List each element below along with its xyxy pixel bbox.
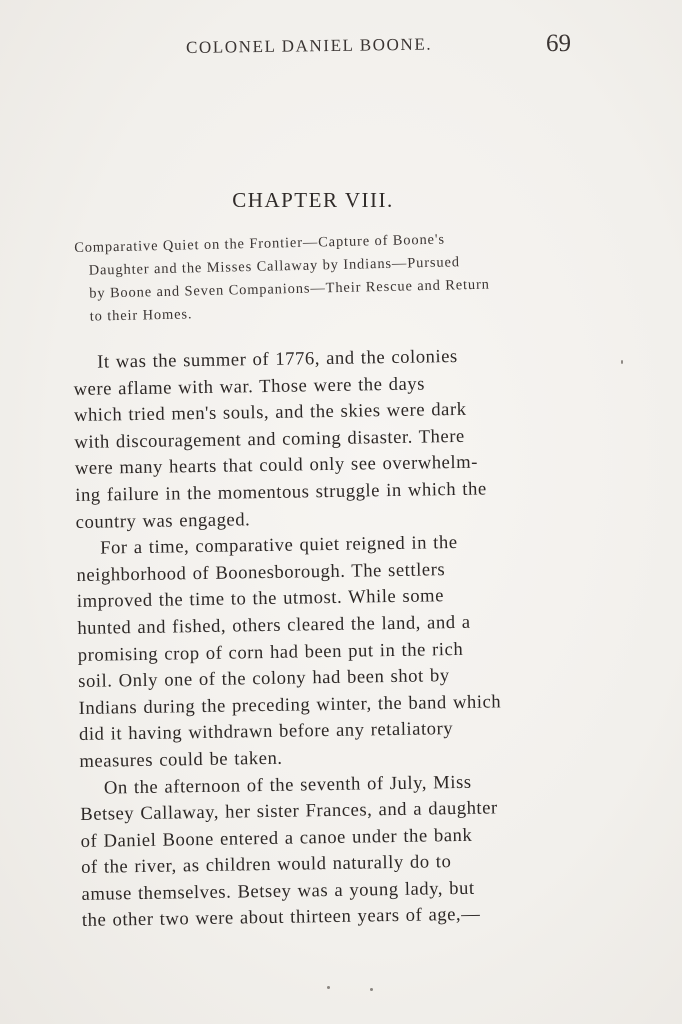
body-line: measures could be taken. — [79, 747, 283, 772]
body-line: the other two were about thirteen years of age,— — [81, 904, 481, 932]
body-line: On the afternoon of the seventh of July, Miss — [103, 771, 472, 799]
body-line: improved the time to the utmost. While some — [76, 585, 445, 613]
running-head-title: COLONEL DANIEL BOONE. — [185, 34, 433, 57]
body-line: ing failure in the momentous struggle in which the — [75, 478, 487, 506]
synopsis-line: Comparative Quiet on the Frontier—Capture of Boone's — [74, 231, 446, 256]
body-line: Indians during the preceding winter, the band which — [78, 691, 502, 719]
body-line: Betsey Callaway, her sister Frances, and a daughter — [80, 797, 498, 826]
body-line: hunted and fished, others cleared the land, and a — [77, 611, 471, 639]
body-line: It was the summer of 1776, and the colonies — [97, 345, 458, 373]
body-line: were aflame with war. Those were the days — [73, 373, 426, 400]
body-line: amuse themselves. Betsey was a young lady, but — [81, 877, 475, 905]
body-line: which tried men's souls, and the skies were dark — [73, 399, 467, 427]
chapter-title: CHAPTER VIII. — [232, 188, 394, 212]
chapter-heading — [0, 188, 682, 213]
body-line: with discouragement and coming disaster. There — [74, 425, 465, 453]
body-line: soil. Only one of the colony had been shot by — [78, 665, 450, 693]
chapter-synopsis — [74, 226, 576, 329]
body-line: country was engaged. — [75, 508, 251, 533]
body-line: were many hearts that could only see overwhelm- — [74, 452, 479, 480]
synopsis-line: Daughter and the Misses Callaway by Indians—Pursued — [88, 254, 461, 279]
body-text — [73, 342, 582, 935]
body-line: neighborhood of Boonesborough. The settlers — [76, 558, 446, 586]
body-line: did it having withdrawn before any retaliatory — [78, 718, 454, 746]
body-line: promising crop of corn had been put in the rich — [77, 638, 464, 666]
body-line: of the river, as children would naturally do to — [80, 851, 452, 879]
paper-speck — [621, 360, 623, 364]
body-line: For a time, comparative quiet reigned in the — [99, 532, 458, 559]
paper-speck — [370, 988, 373, 991]
synopsis-line: by Boone and Seven Companions—Their Rescue and Return — [89, 276, 490, 302]
body-line: of Daniel Boone entered a canoe under the bank — [80, 824, 473, 852]
paper-speck — [327, 986, 330, 989]
page-number: 69 — [546, 30, 571, 57]
synopsis-line: to their Homes. — [89, 306, 193, 325]
